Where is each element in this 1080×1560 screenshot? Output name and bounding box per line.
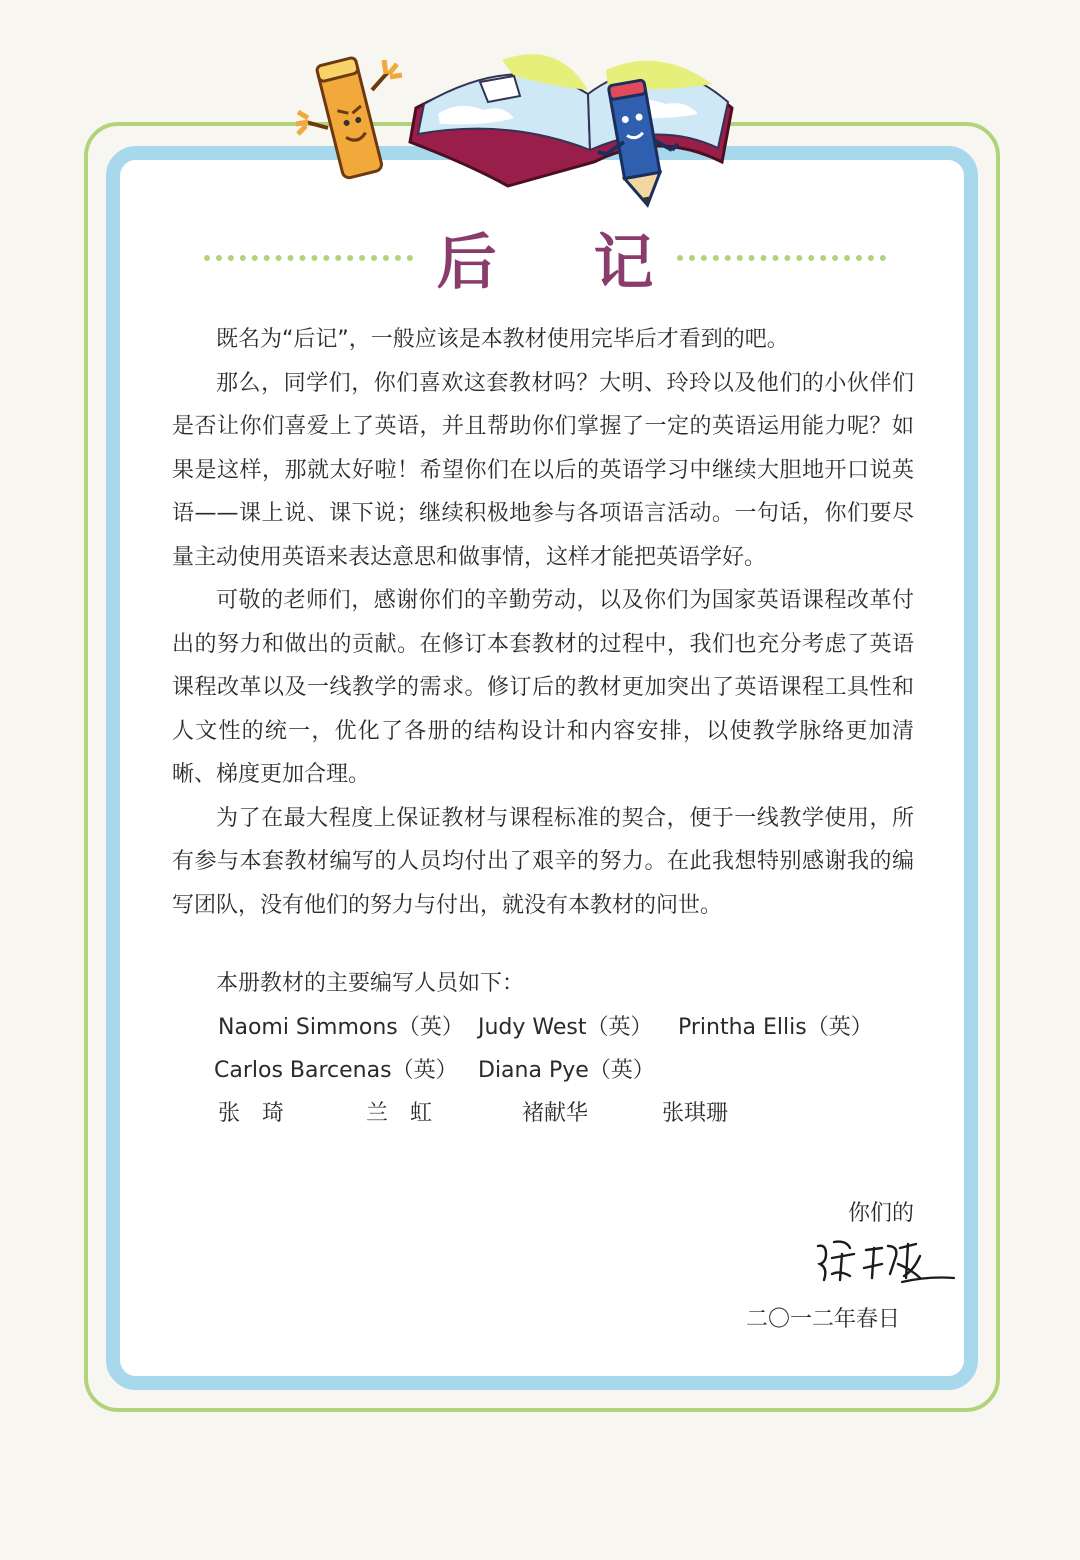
author-name: Judy West（英） xyxy=(478,1015,653,1040)
author-name: 张琪珊 xyxy=(662,1101,729,1126)
author-name: Diana Pye（英） xyxy=(478,1058,655,1083)
authors-row-2 xyxy=(216,1049,896,1092)
paragraph-1: 既名为“后记”，一般应该是本教材使用完毕后才看到的吧。 xyxy=(216,327,789,352)
author-name: Naomi Simmons（英） xyxy=(218,1015,464,1040)
crayon-character-icon xyxy=(296,57,402,179)
paragraph-4: 为了在最大程度上保证教材与课程标准的契合，便于一线教学使用，所有参与本套教材编写的人员均付出了艰辛的努力。在此我想特别感谢我的编写团队，没有他们的努力与付出，就没有本教材的问世。 xyxy=(172,805,914,918)
header-illustration xyxy=(288,30,748,210)
authors-row-3 xyxy=(216,1092,896,1135)
author-name: Carlos Barcenas（英） xyxy=(214,1058,458,1083)
author-name: 兰 虹 xyxy=(366,1101,433,1126)
author-name: Printha Ellis（英） xyxy=(678,1015,873,1040)
signature xyxy=(808,1234,958,1294)
title-row xyxy=(180,218,910,298)
open-book-icon xyxy=(410,54,732,186)
authors-row-1 xyxy=(216,1006,896,1049)
title-divider-right xyxy=(677,255,886,261)
authors-section xyxy=(216,962,896,1135)
paragraph-2: 那么，同学们，你们喜欢这套教材吗？大明、玲玲以及他们的小伙伴们是否让你们喜爱上了英语，并且帮助你们掌握了一定的英语运用能力呢？如果是这样，那就太好啦！希望你们在以后的英语学习中继续大胆地开口说英语——课上说、课下说；继续积极地参与各项语言活动。一句话，你们要尽量主动使用英语来表达意思和做事情，这样才能把英语学好。 xyxy=(172,370,914,570)
page-title: 后 记 xyxy=(436,228,692,298)
date: 二〇一二年春日 xyxy=(746,1307,901,1332)
authors-lead: 本册教材的主要编写人员如下： xyxy=(216,971,525,996)
signoff: 你们的 xyxy=(847,1201,914,1226)
author-name: 张 琦 xyxy=(218,1101,285,1126)
author-name: 褚献华 xyxy=(522,1101,589,1126)
paragraph-3: 可敬的老师们，感谢你们的辛勤劳动，以及你们为国家英语课程改革付出的努力和做出的贡献。在修订本套教材的过程中，我们也充分考虑了英语课程改革以及一线教学的需求。修订后的教材更加突出了英语课程工具性和人文性的统一，优化了各册的结构设计和内容安排，以使教学脉络更加清晰、梯度更加合理。 xyxy=(172,588,914,787)
title-divider-left xyxy=(204,255,413,261)
afterword-body xyxy=(172,318,914,927)
